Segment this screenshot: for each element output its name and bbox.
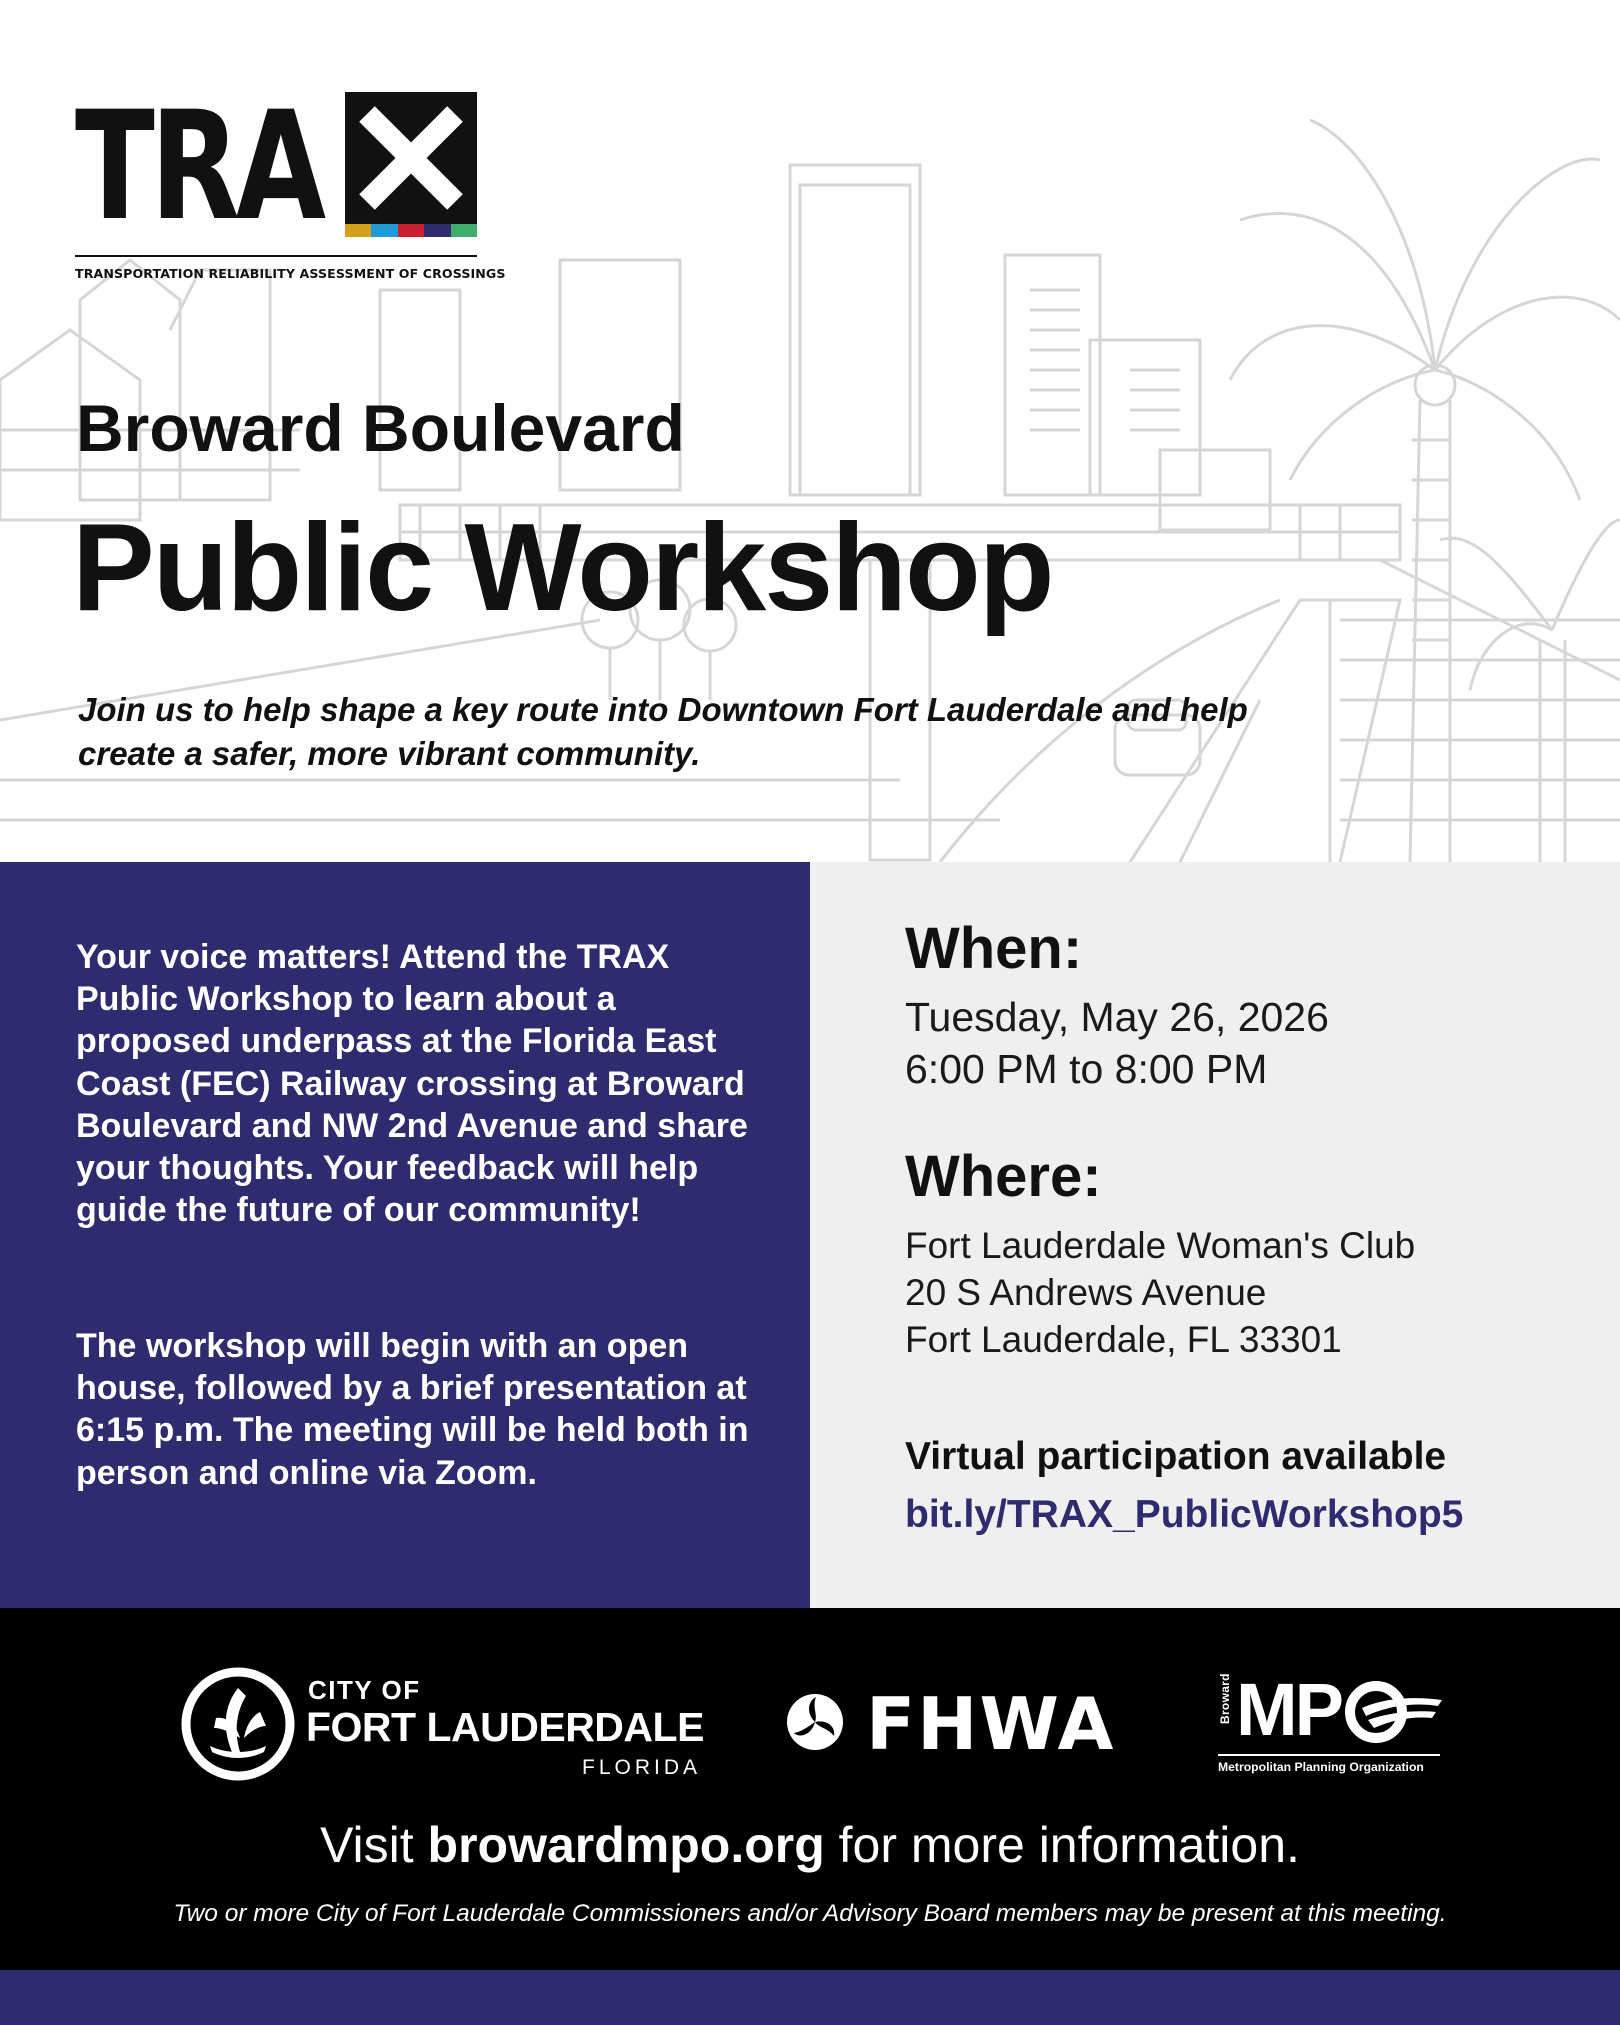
visit-website-line <box>0 1814 1620 1876</box>
mpo-subtitle: Metropolitan Planning Organization <box>1218 1760 1424 1774</box>
color-bar <box>398 224 424 237</box>
color-bar <box>451 224 477 237</box>
fhwa-tri-swirl-icon <box>786 1693 844 1751</box>
trax-x-mark-icon <box>345 92 477 224</box>
schedule-paragraph: The workshop will begin with an open house, followed by a brief presentation at 6:15 p.m. The meeting will be held both in person and online via Zoom. <box>76 1327 749 1492</box>
event-details-panel <box>810 862 1620 1608</box>
venue-street: 20 S Andrews Avenue <box>905 1272 1267 1313</box>
zoom-registration-link[interactable]: bit.ly/TRAX_PublicWorkshop5 <box>905 1493 1464 1536</box>
visit-prefix: Visit <box>320 1817 428 1873</box>
logo-divider <box>75 255 477 257</box>
city-seal-icon <box>180 1666 296 1782</box>
footer <box>0 1608 1620 1970</box>
color-bar <box>424 224 450 237</box>
hero-section <box>0 0 1620 862</box>
trax-wordmark: TRA <box>75 80 322 254</box>
venue-city: Fort Lauderdale, FL 33301 <box>905 1319 1342 1360</box>
website-link[interactable]: browardmpo.org <box>427 1817 825 1873</box>
city-logo-line-2: FORT LAUDERDALE <box>306 1704 704 1750</box>
description-panel <box>0 862 810 1608</box>
fhwa-logo <box>786 1684 1131 1764</box>
event-subtitle: Broward Boulevard <box>76 391 685 465</box>
mpo-side-label: Broward <box>1218 1673 1232 1724</box>
mpo-divider <box>1218 1754 1440 1756</box>
broward-mpo-logo <box>1216 1670 1446 1780</box>
virtual-participation-label: Virtual participation available <box>905 1435 1447 1478</box>
fhwa-wordmark: FHWA <box>866 1682 1116 1766</box>
city-of-fort-lauderdale-logo <box>180 1660 704 1784</box>
event-title: Public Workshop <box>72 499 1053 637</box>
disclaimer-text: Two or more City of Fort Lauderdale Commissioners and/or Advisory Board members may be present at this meeting. <box>173 1900 1447 1927</box>
color-bar <box>345 224 371 237</box>
city-logo-line-1: CITY OF <box>308 1675 421 1705</box>
visit-suffix: for more information. <box>824 1817 1300 1873</box>
when-heading: When: <box>905 916 1083 981</box>
city-logo-line-3: FLORIDA <box>582 1756 702 1779</box>
trax-color-bars <box>345 224 477 237</box>
mpo-o-swoosh-icon <box>1344 1678 1444 1744</box>
mpo-wordmark: MP <box>1236 1668 1341 1751</box>
intro-text: Join us to help shape a key route into Downtown Fort Lauderdale and help create a safer, more vibrant community. <box>78 691 1248 772</box>
where-heading: Where: <box>905 1144 1102 1209</box>
description-paragraph: Your voice matters! Attend the TRAX Public Workshop to learn about a proposed underpass at the Florida East Coast (FEC) Railway crossing at Broward Boulevard and NW 2nd Avenue and share your thoughts. Your feedback will help guide the future of our community! <box>76 938 748 1230</box>
event-date: Tuesday, May 26, 2026 <box>905 994 1329 1040</box>
bottom-band <box>0 1970 1620 2025</box>
color-bar <box>371 224 397 237</box>
event-time: 6:00 PM to 8:00 PM <box>905 1046 1268 1092</box>
venue-name: Fort Lauderdale Woman's Club <box>905 1225 1416 1266</box>
trax-tagline: TRANSPORTATION RELIABILITY ASSESSMENT OF CROSSINGS <box>75 266 506 281</box>
